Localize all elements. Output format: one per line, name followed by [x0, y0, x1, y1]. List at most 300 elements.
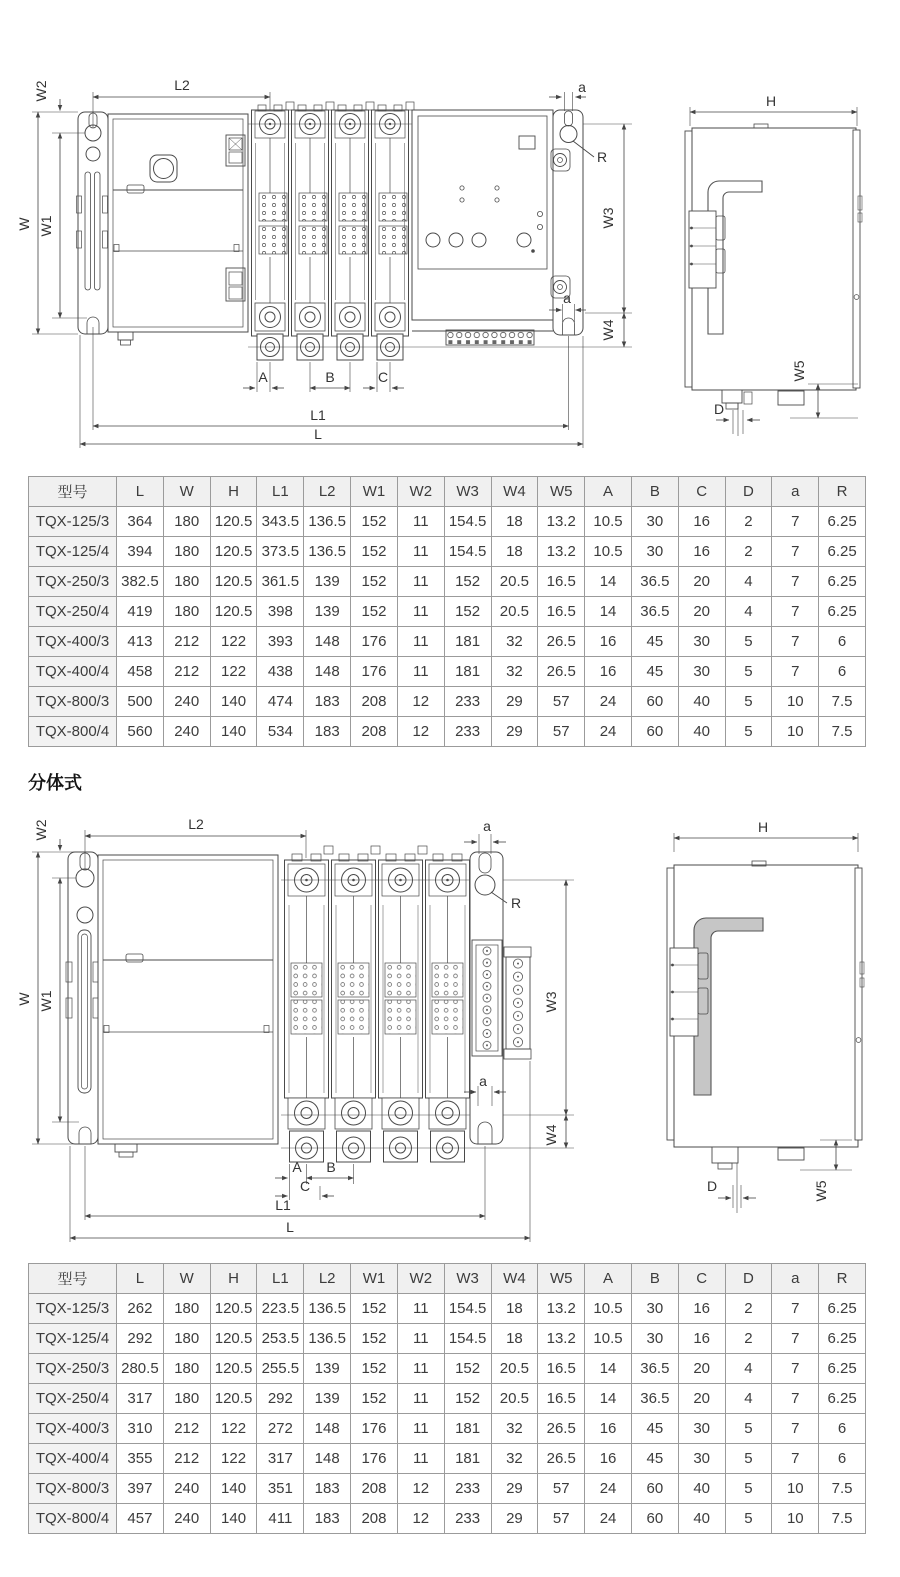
value-cell: 45 [631, 1444, 678, 1474]
value-cell: 140 [210, 1474, 257, 1504]
value-cell: 176 [351, 657, 398, 687]
dim-label-B: B [325, 369, 335, 385]
column-header: A [585, 477, 632, 507]
dim-label-w2: W2 [33, 819, 49, 841]
value-cell: 60 [631, 1474, 678, 1504]
model-cell: TQX-250/3 [29, 567, 117, 597]
value-cell: 212 [163, 1414, 210, 1444]
model-cell: TQX-400/4 [29, 1444, 117, 1474]
value-cell: 140 [210, 717, 257, 747]
value-cell: 10 [772, 1504, 819, 1534]
value-cell: 560 [117, 717, 164, 747]
dim-label-h: H [757, 819, 769, 835]
value-cell: 397 [117, 1474, 164, 1504]
value-cell: 120.5 [210, 597, 257, 627]
value-cell: 40 [678, 1504, 725, 1534]
value-cell: 139 [304, 567, 351, 597]
front-view-integrated [77, 102, 633, 360]
model-cell: TQX-125/4 [29, 537, 117, 567]
value-cell: 534 [257, 717, 304, 747]
value-cell: 16.5 [538, 1354, 585, 1384]
column-header: C [678, 477, 725, 507]
dim-label-A: A [292, 1159, 302, 1175]
value-cell: 212 [163, 1444, 210, 1474]
model-cell: TQX-800/3 [29, 687, 117, 717]
dim-label-l: L [286, 1219, 294, 1235]
side-view-integrated [685, 107, 862, 409]
value-cell: 24 [585, 717, 632, 747]
model-cell: TQX-125/3 [29, 1294, 117, 1324]
value-cell: 13.2 [538, 507, 585, 537]
value-cell: 148 [304, 627, 351, 657]
value-cell: 12 [397, 717, 444, 747]
model-cell: TQX-125/3 [29, 507, 117, 537]
value-cell: 18 [491, 1324, 538, 1354]
value-cell: 5 [725, 687, 772, 717]
switch-pole [252, 105, 289, 360]
header-row [29, 477, 866, 507]
value-cell: 29 [491, 1474, 538, 1504]
value-cell: 6 [819, 627, 866, 657]
value-cell: 11 [397, 627, 444, 657]
table-row [29, 1504, 866, 1534]
value-cell: 7.5 [819, 717, 866, 747]
dim-label-w5: W5 [791, 360, 807, 382]
cable-gland [722, 390, 742, 403]
column-header: W4 [491, 477, 538, 507]
value-cell: 233 [444, 1504, 491, 1534]
value-cell: 223.5 [257, 1294, 304, 1324]
value-cell: 40 [678, 687, 725, 717]
value-cell: 36.5 [631, 567, 678, 597]
value-cell: 18 [491, 1294, 538, 1324]
column-header: W5 [538, 477, 585, 507]
value-cell: 180 [163, 537, 210, 567]
table-row [29, 537, 866, 567]
dim-label-w5: W5 [813, 1180, 829, 1202]
value-cell: 45 [631, 1414, 678, 1444]
value-cell: 139 [304, 1354, 351, 1384]
value-cell: 60 [631, 1504, 678, 1534]
column-header: R [819, 477, 866, 507]
value-cell: 262 [117, 1294, 164, 1324]
value-cell: 208 [351, 1474, 398, 1504]
value-cell: 393 [257, 627, 304, 657]
column-header: 型号 [29, 1264, 117, 1294]
column-header: W1 [351, 1264, 398, 1294]
value-cell: 152 [444, 597, 491, 627]
value-cell: 20 [678, 1354, 725, 1384]
value-cell: 11 [397, 597, 444, 627]
value-cell: 343.5 [257, 507, 304, 537]
value-cell: 208 [351, 687, 398, 717]
value-cell: 317 [257, 1444, 304, 1474]
column-header: L1 [257, 477, 304, 507]
column-header: W2 [397, 1264, 444, 1294]
value-cell: 122 [210, 657, 257, 687]
split-type-table-container [28, 1263, 866, 1534]
dim-label-w2: W2 [33, 80, 49, 102]
header-row [29, 1264, 866, 1294]
value-cell: 120.5 [210, 1324, 257, 1354]
value-cell: 5 [725, 717, 772, 747]
column-header: D [725, 1264, 772, 1294]
table-row [29, 1444, 866, 1474]
value-cell: 30 [631, 537, 678, 567]
value-cell: 14 [585, 567, 632, 597]
table-row [29, 1324, 866, 1354]
value-cell: 7 [772, 1384, 819, 1414]
value-cell: 140 [210, 687, 257, 717]
value-cell: 7.5 [819, 687, 866, 717]
value-cell: 136.5 [304, 507, 351, 537]
table-row [29, 717, 866, 747]
dim-label-r: R [511, 895, 522, 911]
value-cell: 411 [257, 1504, 304, 1534]
value-cell: 20.5 [491, 597, 538, 627]
value-cell: 16 [585, 627, 632, 657]
value-cell: 7 [772, 1294, 819, 1324]
value-cell: 6.25 [819, 507, 866, 537]
value-cell: 148 [304, 657, 351, 687]
switch-pole [285, 854, 329, 1162]
value-cell: 7 [772, 1354, 819, 1384]
integrated-type-dimension-diagram [0, 0, 900, 470]
value-cell: 120.5 [210, 507, 257, 537]
value-cell: 233 [444, 1474, 491, 1504]
column-header: W2 [397, 477, 444, 507]
value-cell: 208 [351, 1504, 398, 1534]
value-cell: 152 [444, 1354, 491, 1384]
column-header: L [117, 1264, 164, 1294]
value-cell: 30 [631, 1294, 678, 1324]
value-cell: 6 [819, 657, 866, 687]
model-cell: TQX-400/4 [29, 657, 117, 687]
value-cell: 176 [351, 1444, 398, 1474]
model-cell: TQX-250/4 [29, 1384, 117, 1414]
value-cell: 7 [772, 537, 819, 567]
value-cell: 18 [491, 507, 538, 537]
column-header: W1 [351, 477, 398, 507]
value-cell: 180 [163, 1324, 210, 1354]
value-cell: 139 [304, 597, 351, 627]
column-header: L1 [257, 1264, 304, 1294]
value-cell: 180 [163, 1294, 210, 1324]
dim-label-C: C [377, 369, 389, 385]
dim-label-a-top: a [483, 818, 491, 834]
value-cell: 4 [725, 1384, 772, 1414]
value-cell: 16 [585, 657, 632, 687]
dim-label-a-bottom: a [563, 290, 571, 306]
value-cell: 57 [538, 1504, 585, 1534]
value-cell: 16 [678, 537, 725, 567]
dim-label-d: D [706, 1178, 718, 1194]
value-cell: 6 [819, 1444, 866, 1474]
column-header: H [210, 1264, 257, 1294]
value-cell: 26.5 [538, 1444, 585, 1474]
value-cell: 13.2 [538, 1324, 585, 1354]
value-cell: 180 [163, 567, 210, 597]
dim-label-l1: L1 [310, 407, 326, 423]
value-cell: 181 [444, 1414, 491, 1444]
value-cell: 7 [772, 1324, 819, 1354]
dim-label-w: W [16, 217, 32, 231]
value-cell: 136.5 [304, 537, 351, 567]
value-cell: 6.25 [819, 537, 866, 567]
column-header: A [585, 1264, 632, 1294]
value-cell: 29 [491, 687, 538, 717]
value-cell: 181 [444, 1444, 491, 1474]
value-cell: 20 [678, 597, 725, 627]
value-cell: 154.5 [444, 537, 491, 567]
value-cell: 140 [210, 1504, 257, 1534]
value-cell: 120.5 [210, 537, 257, 567]
value-cell: 30 [631, 507, 678, 537]
value-cell: 438 [257, 657, 304, 687]
value-cell: 180 [163, 507, 210, 537]
value-cell: 364 [117, 507, 164, 537]
value-cell: 11 [397, 1324, 444, 1354]
value-cell: 120.5 [210, 1294, 257, 1324]
dim-label-l2: L2 [188, 816, 204, 832]
value-cell: 2 [725, 1294, 772, 1324]
value-cell: 26.5 [538, 657, 585, 687]
value-cell: 373.5 [257, 537, 304, 567]
value-cell: 16.5 [538, 567, 585, 597]
value-cell: 36.5 [631, 597, 678, 627]
value-cell: 40 [678, 1474, 725, 1504]
dim-label-B: B [326, 1159, 336, 1175]
dim-label-r: R [597, 149, 608, 165]
value-cell: 394 [117, 537, 164, 567]
column-header: D [725, 477, 772, 507]
table-row [29, 1384, 866, 1414]
table-row [29, 657, 866, 687]
value-cell: 139 [304, 1384, 351, 1414]
value-cell: 122 [210, 1414, 257, 1444]
table-row [29, 507, 866, 537]
column-header: 型号 [29, 477, 117, 507]
value-cell: 13.2 [538, 537, 585, 567]
value-cell: 26.5 [538, 627, 585, 657]
value-cell: 2 [725, 507, 772, 537]
value-cell: 30 [631, 1324, 678, 1354]
switch-pole [332, 105, 369, 360]
value-cell: 32 [491, 657, 538, 687]
value-cell: 4 [725, 1354, 772, 1384]
left-mounting-bracket [77, 112, 109, 334]
value-cell: 20.5 [491, 567, 538, 597]
controller-panel [412, 110, 553, 331]
model-cell: TQX-800/3 [29, 1474, 117, 1504]
value-cell: 458 [117, 657, 164, 687]
value-cell: 6.25 [819, 1384, 866, 1414]
value-cell: 16 [678, 1294, 725, 1324]
column-header: L [117, 477, 164, 507]
value-cell: 183 [304, 717, 351, 747]
value-cell: 20 [678, 1384, 725, 1414]
value-cell: 152 [444, 1384, 491, 1414]
value-cell: 176 [351, 1414, 398, 1444]
value-cell: 45 [631, 627, 678, 657]
value-cell: 180 [163, 1384, 210, 1414]
value-cell: 11 [397, 1294, 444, 1324]
value-cell: 4 [725, 567, 772, 597]
model-cell: TQX-400/3 [29, 1414, 117, 1444]
value-cell: 4 [725, 597, 772, 627]
table-row [29, 597, 866, 627]
value-cell: 6 [819, 1414, 866, 1444]
value-cell: 136.5 [304, 1324, 351, 1354]
value-cell: 30 [678, 1444, 725, 1474]
value-cell: 6.25 [819, 1354, 866, 1384]
dim-label-w: W [16, 992, 32, 1006]
dim-label-h: H [765, 93, 777, 109]
value-cell: 154.5 [444, 507, 491, 537]
dim-label-l: L [314, 426, 322, 442]
value-cell: 176 [351, 627, 398, 657]
value-cell: 317 [117, 1384, 164, 1414]
front-view-split [66, 846, 574, 1162]
value-cell: 181 [444, 657, 491, 687]
value-cell: 5 [725, 1504, 772, 1534]
value-cell: 20 [678, 567, 725, 597]
value-cell: 16 [585, 1414, 632, 1444]
value-cell: 16.5 [538, 1384, 585, 1414]
dim-label-w3: W3 [600, 207, 616, 229]
table-row [29, 567, 866, 597]
value-cell: 148 [304, 1444, 351, 1474]
value-cell: 14 [585, 597, 632, 627]
value-cell: 419 [117, 597, 164, 627]
dim-label-C: C [299, 1178, 311, 1194]
value-cell: 361.5 [257, 567, 304, 597]
side-view-split [667, 833, 864, 1169]
value-cell: 7 [772, 1414, 819, 1444]
value-cell: 208 [351, 717, 398, 747]
value-cell: 6.25 [819, 567, 866, 597]
value-cell: 14 [585, 1354, 632, 1384]
value-cell: 292 [257, 1384, 304, 1414]
value-cell: 413 [117, 627, 164, 657]
switch-pole [332, 854, 376, 1162]
value-cell: 57 [538, 687, 585, 717]
value-cell: 500 [117, 687, 164, 717]
value-cell: 10 [772, 687, 819, 717]
value-cell: 40 [678, 717, 725, 747]
column-header: C [678, 1264, 725, 1294]
column-header: W3 [444, 477, 491, 507]
dim-label-w1: W1 [38, 215, 54, 237]
value-cell: 152 [444, 567, 491, 597]
value-cell: 12 [397, 1504, 444, 1534]
value-cell: 7 [772, 597, 819, 627]
value-cell: 180 [163, 1354, 210, 1384]
dim-label-a-top: a [578, 79, 586, 95]
value-cell: 20.5 [491, 1384, 538, 1414]
column-header: B [631, 477, 678, 507]
value-cell: 10.5 [585, 537, 632, 567]
value-cell: 36.5 [631, 1354, 678, 1384]
value-cell: 2 [725, 1324, 772, 1354]
value-cell: 120.5 [210, 567, 257, 597]
value-cell: 148 [304, 1414, 351, 1444]
column-header: a [772, 477, 819, 507]
value-cell: 183 [304, 1504, 351, 1534]
value-cell: 18 [491, 537, 538, 567]
value-cell: 45 [631, 657, 678, 687]
column-header: a [772, 1264, 819, 1294]
dim-label-A: A [258, 369, 268, 385]
value-cell: 152 [351, 1294, 398, 1324]
value-cell: 7.5 [819, 1504, 866, 1534]
value-cell: 5 [725, 1474, 772, 1504]
dim-label-l1: L1 [275, 1197, 291, 1213]
dim-label-l2: L2 [174, 77, 190, 93]
value-cell: 122 [210, 1444, 257, 1474]
value-cell: 20.5 [491, 1354, 538, 1384]
value-cell: 11 [397, 537, 444, 567]
value-cell: 32 [491, 1414, 538, 1444]
value-cell: 10.5 [585, 1324, 632, 1354]
wiring-connector-blocks [472, 940, 531, 1059]
value-cell: 30 [678, 627, 725, 657]
value-cell: 13.2 [538, 1294, 585, 1324]
column-header: W [163, 1264, 210, 1294]
value-cell: 292 [117, 1324, 164, 1354]
dim-label-d: D [713, 401, 725, 417]
value-cell: 57 [538, 717, 585, 747]
value-cell: 14 [585, 1384, 632, 1414]
table-row [29, 1354, 866, 1384]
value-cell: 212 [163, 627, 210, 657]
value-cell: 183 [304, 687, 351, 717]
value-cell: 120.5 [210, 1354, 257, 1384]
left-mounting-bracket [66, 852, 99, 1144]
value-cell: 36.5 [631, 1384, 678, 1414]
value-cell: 30 [678, 1414, 725, 1444]
value-cell: 240 [163, 717, 210, 747]
value-cell: 154.5 [444, 1294, 491, 1324]
value-cell: 5 [725, 627, 772, 657]
model-cell: TQX-800/4 [29, 717, 117, 747]
value-cell: 24 [585, 1474, 632, 1504]
table-row [29, 1294, 866, 1324]
column-header: L2 [304, 1264, 351, 1294]
value-cell: 272 [257, 1414, 304, 1444]
value-cell: 212 [163, 657, 210, 687]
model-cell: TQX-800/4 [29, 1504, 117, 1534]
value-cell: 7.5 [819, 1474, 866, 1504]
value-cell: 152 [351, 567, 398, 597]
value-cell: 6.25 [819, 1324, 866, 1354]
split-type-section-title: 分体式 [28, 773, 82, 793]
wiring-terminal-strip [446, 330, 534, 345]
dim-label-a-bottom: a [479, 1073, 487, 1089]
value-cell: 5 [725, 657, 772, 687]
column-header: R [819, 1264, 866, 1294]
dim-label-w1: W1 [38, 990, 54, 1012]
value-cell: 152 [351, 537, 398, 567]
actuator-body [108, 114, 248, 345]
value-cell: 152 [351, 1384, 398, 1414]
value-cell: 474 [257, 687, 304, 717]
value-cell: 12 [397, 687, 444, 717]
value-cell: 24 [585, 687, 632, 717]
value-cell: 30 [678, 657, 725, 687]
value-cell: 6.25 [819, 1294, 866, 1324]
switch-pole [426, 854, 470, 1162]
